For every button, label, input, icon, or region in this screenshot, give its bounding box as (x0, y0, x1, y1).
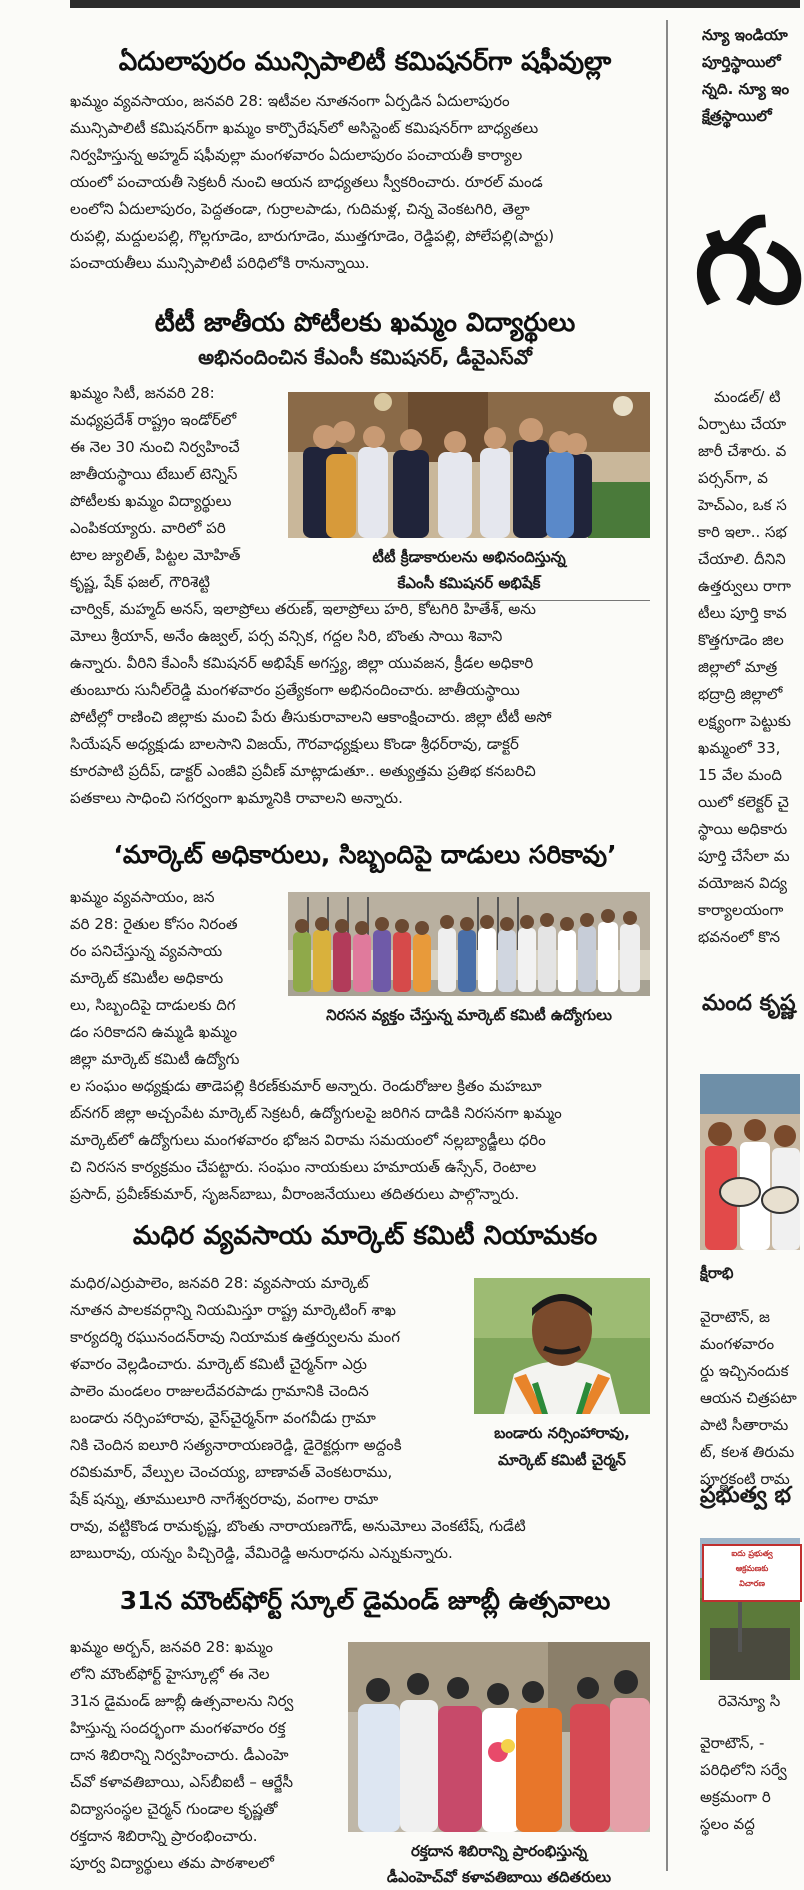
text-line: హిస్తున్న సందర్భంగా మంగళవారం రక్త (70, 1719, 286, 1737)
text-line: దాన శిబిరాన్ని నిర్వహించారు. డీఎంహె (70, 1746, 289, 1764)
text-line: పంచాయతీలు మున్సిపాలిటీ పరిధిలోకి రానున్నాయి. (70, 254, 370, 272)
text-line: కొత్తగూడెం జిల (698, 631, 784, 649)
side-photo-procession (700, 1074, 800, 1250)
story-full-body (70, 1486, 660, 1567)
text-line: పూర్తి చేసేలా మ (698, 847, 790, 865)
side-photo-procession-image (700, 1074, 800, 1250)
text-line: ఉన్నారు. వీరిని కేఎంసీ కమిషనర్ అభిషేక్ అగస్త్య, జిల్లా యువజన, క్రీడల అధికారి (70, 654, 534, 672)
text-line: పూర్ణకంటి రామ (700, 1470, 790, 1488)
text-line: బ్‌నగర్ జిల్లా అచ్చంపేట మార్కెట్ సెక్రటరీ, ఉద్యోగులపై జరిగిన దాడికి నిరసనగా ఖమ్మం (70, 1104, 562, 1122)
text-line: ఏర్పాటు చేయా (698, 415, 787, 433)
text-line: హెచ్‌ఎం, ఒక స (698, 496, 787, 514)
text-line: లోని మౌంట్‌ఫోర్ట్ హైస్కూల్లో ఈ నెల (70, 1665, 270, 1683)
text-line: చార్విక్, మహ్మద్ అనస్, ఇలాప్రోలు తరుణ్, ఇలాప్రోలు హరి, కోటగిరి హితేశ్, అను (70, 600, 536, 618)
text-line: రవికుమార్, వేల్పుల చెంచయ్య, బాణావత్ వెంకటరాము, (70, 1463, 393, 1481)
side-column (680, 8, 804, 1871)
text-line: చేయాలి. దీనిని (698, 550, 786, 568)
text-line: పరిధిలోని సర్వే (700, 1761, 787, 1779)
headline: 31న మౌంట్‌ఫోర్ట్ స్కూల్ డైమండ్ జూబ్లీ ఉత్సవాలు (119, 1586, 611, 1615)
story-full-body (70, 1073, 660, 1208)
sign-line: ఆక్రమణకు (735, 1564, 769, 1573)
text-line: ఖమ్మం సిటీ, జనవరి 28: (70, 384, 215, 402)
sign-line: విచారణ (739, 1579, 765, 1588)
photo-caption (288, 544, 650, 596)
text-line: జిల్లాలో మాత్ర (698, 658, 778, 676)
text-line: విద్యాసంస్థల చైర్మన్ గుండాల కృష్ణతో (70, 1800, 278, 1818)
text-line: పూర్తిస్థాయిలో (702, 53, 781, 71)
text-line: టీలు పూర్తి కావ (698, 604, 787, 622)
text-line: 31న డైమండ్ జూబ్లీ ఉత్సవాలను నిర్వ (70, 1692, 294, 1710)
text-line: మధిర/ఎర్రుపాలెం, జనవరి 28: వ్యవసాయ మార్కెట్ (70, 1274, 369, 1292)
text-line: పర్సన్‌గా, వ (698, 469, 768, 487)
story-market-protest (70, 834, 660, 1234)
text-line: రక్తదాన శిబిరాన్ని ప్రారంభించారు. (70, 1827, 258, 1845)
main-column (70, 8, 660, 1886)
text-line: షేక్ షన్ను, తూములూరి నాగేశ్వరరావు, వంగాల రామా (70, 1490, 379, 1508)
text-line: మధ్యప్రదేశ్ రాష్ట్రం ఇండోర్‌లో (70, 411, 237, 429)
photo-blood-donation (348, 1642, 650, 1832)
text-line: మార్కెట్ కమిటీల అధికారు (70, 969, 224, 987)
story-table-tennis (70, 304, 660, 834)
text-line: ఖమ్మం వ్యవసాయం, జనవరి 28: ఇటీవల నూతనంగా ఏర్పడిన ఏదులాపురం (70, 92, 510, 110)
caption-line: రక్తదాన శిబిరాన్ని ప్రారంభిస్తున్న (410, 1842, 588, 1860)
text-line: తుంబూరు సునీల్‌రెడ్డి మంగళవారం ప్రత్యేకంగా అభినందించారు. జాతీయస్థాయి (70, 681, 520, 699)
story-left-column (70, 1634, 338, 1877)
text-line: కూరపాటి ప్రదీప్, డాక్టర్ ఎంజీవి ప్రవీణ్ మాట్లాడుతూ.. అత్యుత్తమ ప్రతిభ కనబరిచి (70, 762, 536, 780)
side-body (714, 384, 781, 411)
text-line: కార్యాలయంగా (698, 901, 784, 919)
text-line: క్షేత్రస్థాయిలో (702, 107, 772, 125)
side-caption-3: రెవెన్యూ సి (718, 1692, 781, 1710)
text-line: కారి ఇలా.. సభ (698, 523, 787, 541)
text-line: యంలో పంచాయతీ సెక్రటరీ నుంచి ఆయన బాధ్యతలు స్వీకరించారు. రూరల్ మండ (70, 173, 543, 191)
text-line: పోటీలకు ఖమ్మం విద్యార్థులు (70, 492, 232, 510)
column-rule (666, 20, 668, 1871)
text-line: వైరాటౌన్, జ (700, 1308, 770, 1326)
text-line: న్నది. న్యూ ఇం (702, 80, 790, 98)
headline: టీటీ జాతీయ పోటీలకు ఖమ్మం విద్యార్థులు (154, 308, 576, 338)
text-line: లంలోని ఏదులాపురం, పెద్దతండా, గుర్రాలపాడు, గుదిమళ్ల, చిన్న వెంకటగిరి, తెల్దా (70, 200, 530, 218)
photo-tt-players (288, 392, 650, 538)
text-line: స్థాయి అధికారు (698, 820, 788, 838)
text-line: అక్రమంగా రి (700, 1788, 771, 1806)
story-commissioner (70, 42, 660, 277)
headline: మధిర వ్యవసాయ మార్కెట్ కమిటీ నియామకం (132, 1221, 598, 1251)
side-headline-2: మంద కృష్ణ (702, 991, 796, 1016)
text-line: వయోజన విద్య (698, 874, 788, 892)
text-line: ఖమ్మం వ్యవసాయం, జన (70, 888, 215, 906)
caption-line: బండారు నర్సింహారావు, (494, 1424, 630, 1442)
story-mountfort-school (70, 1580, 660, 1886)
photo-caption (474, 1420, 650, 1474)
text-line: పూర్వ విద్యార్థులు తమ పాఠశాలలో (70, 1854, 274, 1872)
side-top-text (702, 22, 789, 130)
text-line: చి నిరసన కార్యక్రమం చేపట్టారు. సంఘం నాయకులు హమాయత్ ఉస్సేన్, రెంటాల (70, 1158, 537, 1176)
text-line: ఉత్తర్వులు రాగా (698, 577, 791, 595)
caption-line: డీఎంహెచ్‌వో కళావతిబాయి తదితరులు (386, 1868, 612, 1886)
headline: ఏదులాపురం మున్సిపాలిటీ కమిషనర్‌గా షఫీవుల్లా (118, 47, 612, 77)
text-line: బాబురావు, యన్నం పిచ్చిరెడ్డి, వేమిరెడ్డి అనురాధను ఎన్నుకున్నారు. (70, 1544, 453, 1562)
text-line: రం పనిచేస్తున్న వ్యవసాయ (70, 942, 223, 960)
text-line: భవనంలో కొన (698, 928, 780, 946)
story-madhira-committee (70, 1216, 660, 1578)
side-body-2 (700, 1304, 797, 1493)
photo-blood-donation-image (348, 1642, 650, 1832)
sign-line: ఐదు ప్రభుత్వ (731, 1549, 773, 1558)
top-rule (70, 0, 800, 8)
story-left-column (70, 1270, 470, 1486)
photo-market-employees (288, 892, 650, 996)
text-line: ఎంపికయ్యారు. వారిలో పరి (70, 519, 226, 537)
text-line: లు, సిబ్బందిపై దాడులకు దిగ (70, 996, 236, 1014)
caption-line: మార్కెట్ కమిటీ చైర్మన్ (498, 1451, 626, 1469)
text-line: చ్‌వో కళావతిబాయి, ఎస్‌బీఐటీ – ఆర్జేసీ (70, 1773, 294, 1791)
text-line: మోలు శ్రీయాన్, అనేం ఉజ్వల్, పర్స వన్సిక, గద్దల సిరి, బొంతు సాయి శివాని (70, 627, 503, 645)
text-line: నూతన పాలకవర్గాన్ని నియమిస్తూ రాష్ట్ర మార్కెటింగ్ శాఖ (70, 1301, 396, 1319)
story-left-column (70, 380, 280, 596)
text-line: కృష్ణ, షేక్ ఫజల్, గౌరిశెట్టి (70, 573, 210, 591)
photo-caption: నిరసన వ్యక్తం చేస్తున్న మార్కెట్ కమిటీ ఉద్యోగులు (326, 1006, 612, 1024)
side-sign-board (702, 1544, 802, 1602)
text-line: ప్రసాద్, ప్రవీణ్‌కుమార్, సృజన్‌బాబు, వీరాంజనేయులు తదితరులు పాల్గొన్నారు. (70, 1185, 520, 1203)
text-line: ఖమ్మం అర్బన్, జనవరి 28: ఖమ్మం (70, 1638, 274, 1656)
photo-caption (348, 1838, 650, 1890)
text-line: నిర్వహిస్తున్న అహ్మద్ షఫీవుల్లా మంగళవారం ఏదులాపురం పంచాయతీ కార్యాల (70, 146, 523, 164)
text-line: నికి చెందిన ఐలూరి సత్యనారాయణరెడ్డి, డైరెక్టర్లుగా అద్దంకి (70, 1436, 402, 1454)
caption-line: కేఎంసీ కమిషనర్ అభిషేక్ (397, 574, 541, 592)
text-line: న్యూ ఇండియా (702, 26, 788, 44)
text-line: 15 వేల మంది (698, 766, 782, 784)
text-line: టాల జ్యులిత్, పిట్టల మోహిత్ (70, 546, 241, 564)
text-line: మంగళవారం (700, 1335, 775, 1353)
story-body (70, 88, 660, 277)
subheadline: అభినందించిన కేఎంసీ కమిషనర్, డీవైఎస్‌వో (198, 345, 532, 369)
caption-line: టీటీ క్రీడాకారులను అభినందిస్తున్న (372, 548, 566, 566)
side-body-3 (700, 1730, 787, 1838)
photo-tt-players-image (288, 392, 650, 538)
text-line: ఈ నెల 30 నుంచి నిర్వహించే (70, 438, 240, 456)
photo-chairman-image (474, 1278, 650, 1414)
text-line: పతకాలు సాధించి సగర్వంగా ఖమ్మానికి రావాలని అన్నారు. (70, 789, 403, 807)
side-body-cont (698, 411, 791, 951)
text-line: పోటీల్లో రాణించి జిల్లాకు మంచి పేరు తీసుకురావాలని ఆకాంక్షించారు. జిల్లా టీటీ అసో (70, 708, 552, 726)
text-line: మండల్/ టి (714, 388, 781, 406)
text-line: బండారు నర్సింహారావు, వైస్‌చైర్మన్‌గా వంగవీడు గ్రామా (70, 1409, 376, 1427)
text-line: స్థలం వద్ద (700, 1815, 755, 1833)
text-line: పాలెం మండలం రాజులదేవరపాడు గ్రామానికి చెందిన (70, 1382, 369, 1400)
text-line: ట్, కలశ తిరుమ (700, 1443, 795, 1461)
text-line: ఖమ్మంలో 33, (698, 739, 781, 757)
text-line: డం సరికాదని ఉమ్మడి ఖమ్మం (70, 1023, 238, 1041)
text-line: యిలో కలెక్టర్ చై (698, 793, 789, 811)
text-line: పాటి సీతారామ (700, 1416, 789, 1434)
side-big-headline: గు (694, 192, 804, 330)
text-line: ళవారం వెల్లడించారు. మార్కెట్ కమిటీ చైర్మన్‌గా ఎర్రు (70, 1355, 367, 1373)
text-line: లక్ష్యంగా పెట్టుకు (698, 712, 791, 730)
text-line: మున్సిపాలిటీ కమిషనర్‌గా ఖమ్మం కార్పొరేషన్‌లో అసిస్టెంట్ కమిషనర్‌గా బాధ్యతలు (70, 119, 539, 137)
text-line: జాతీయస్థాయి టేబుల్ టెన్నిస్ (70, 465, 238, 483)
photo-chairman (474, 1278, 650, 1414)
text-line: ర్డు ఇచ్చినందుక (700, 1362, 789, 1380)
text-line: కార్యదర్శి రఘునందన్‌రావు నియామక ఉత్తర్వులను మంగ (70, 1328, 400, 1346)
text-line: జారీ చేశారు. వ (698, 442, 787, 460)
text-line: మార్కెట్‌లో ఉద్యోగులు మంగళవారం భోజన విరామ సమయంలో నల్లబ్యాడ్జీలు ధరిం (70, 1131, 546, 1149)
text-line: భద్రాద్రి జిల్లాలో (698, 685, 783, 703)
story-left-column (70, 884, 280, 1073)
side-caption-2: క్షీరాభి (700, 1264, 734, 1282)
text-line: ల సంఘం అధ్యక్షుడు తాడెపల్లి కిరణ్‌కుమార్ అన్నారు. రెండురోజుల క్రితం మహబూ (70, 1077, 542, 1095)
photo-market-employees-image (288, 892, 650, 996)
text-line: రావు, వట్టికొండ రామకృష్ణ, బొంతు నారాయణగౌడ్, అనుమోలు వెంకటేష్, గుడేటి (70, 1517, 526, 1535)
text-line: రుపల్లి, మద్దులపల్లి, గొల్లగూడెం, బారుగూడెం, ముత్తగూడెం, రెడ్డిపల్లి, పోలేపల్లి(పార్టు) (70, 227, 555, 245)
story-full-body (70, 596, 660, 812)
text-line: సియేషన్ అధ్యక్షుడు బాలసాని విజయ్, గౌరవాధ్యక్షులు కొండా శ్రీధర్‌రావు, డాక్టర్ (70, 735, 519, 753)
text-line: వైరాటౌన్, - (700, 1734, 765, 1752)
text-line: వరి 28: రైతుల కోసం నిరంత (70, 915, 238, 933)
side-headline-3: ప్రభుత్వ భ (700, 1483, 791, 1508)
text-line: ఆయన చిత్రపటా (700, 1389, 797, 1407)
text-line: జిల్లా మార్కెట్ కమిటీ ఉద్యోగు (70, 1050, 240, 1068)
headline: ‘మార్కెట్ అధికారులు, సిబ్బందిపై దాడులు సరికావు’ (113, 840, 617, 869)
